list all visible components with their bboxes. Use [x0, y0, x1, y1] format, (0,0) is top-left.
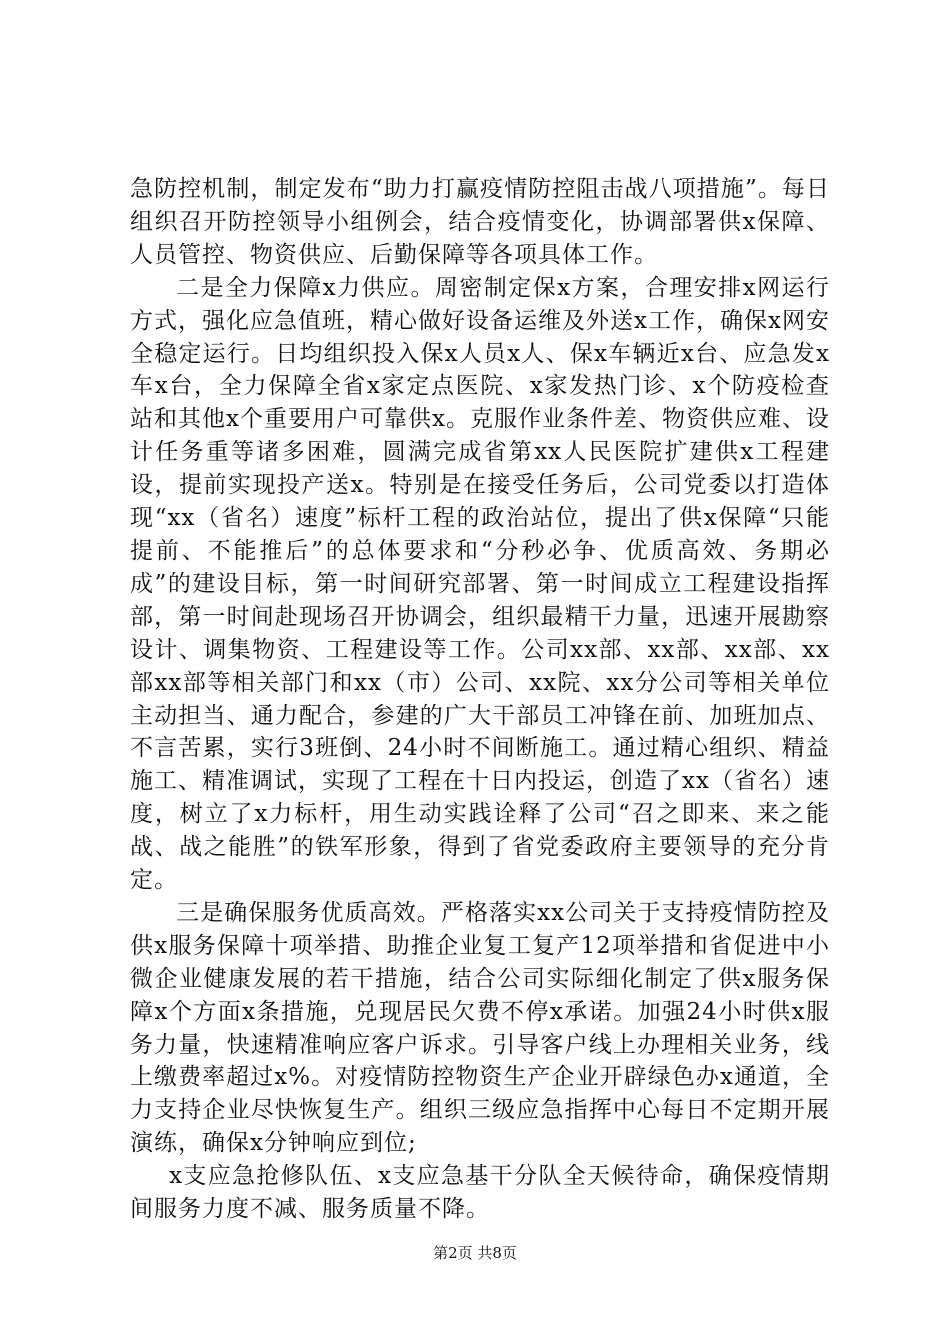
paragraph-service-quality: 三是确保服务优质高效。严格落实xx公司关于支持疫情防控及供x服务保障十项举措、助推企业复工复产12项举措和省促进中小微企业健康发展的若干措施，结合公司实际细化制定了供x服务保障x个方面x条措施，兑现居民欠费不停x承诺。加强24小时供x服务力量，快速精准响应客户诉求。引导客户线上办理相关业务，线上缴费率超过x%。对疫情防控物资生产企业开辟绿色办x通道，全力支持企业尽快恢复生产。组织三级应急指挥中心每日不定期开展演练，确保x分钟响应到位;	[130, 899, 830, 1157]
page-footer: 第2页 共8页	[433, 1244, 517, 1262]
paragraph-continuation: 急防控机制，制定发布“助力打赢疫情防控阻击战八项措施”。每日组织召开防控领导小组例会，结合疫情变化，协调部署供x保障、人员管控、物资供应、后勤保障等各项具体工作。	[130, 176, 830, 268]
paragraph-power-supply: 二是全力保障x力供应。周密制定保x方案，合理安排x网运行方式，强化应急值班，精心做好设备运维及外送x工作，确保x网安全稳定运行。日均组织投入保x人员x人、保x车辆近x台、应急发x车x台，全力保障全省x家定点医院、x家发热门诊、x个防疫检查站和其他x个重要用户可靠供x。克服作业条件差、物资供应难、设计任务重等诸多困难，圆满完成省第xx人民医院扩建供x工程建设，提前实现投产送x。特别是在接受任务后，公司党委以打造体现“xx（省名）速度”标杆工程的政治站位，提出了供x保障“只能提前、不能推后”的总体要求和“分秒必争、优质高效、务期必成”的建设目标，第一时间研究部署、第一时间成立工程建设指挥部，第一时间赴现场召开协调会，组织最精干力量，迅速开展勘察设计、调集物资、工程建设等工作。公司xx部、xx部、xx部、xx部xx部等相关部门和xx（市）公司、xx院、xx分公司等相关单位主动担当、通力配合，参建的广大干部员工冲锋在前、加班加点、不言苦累，实行3班倒、24小时不间断施工。通过精心组织、精益施工、精准调试，实现了工程在十日内投运，创造了xx（省名）速度，树立了x力标杆，用生动实践诠释了公司“召之即来、来之能战、战之能胜”的铁军形象，得到了省党委政府主要领导的充分肯定。	[130, 274, 830, 894]
document-body	[130, 173, 830, 1226]
paragraph-emergency-teams: x支应急抢修队伍、x支应急基干分队全天候待命，确保疫情期间服务力度不减、服务质量不降。	[130, 1163, 830, 1223]
